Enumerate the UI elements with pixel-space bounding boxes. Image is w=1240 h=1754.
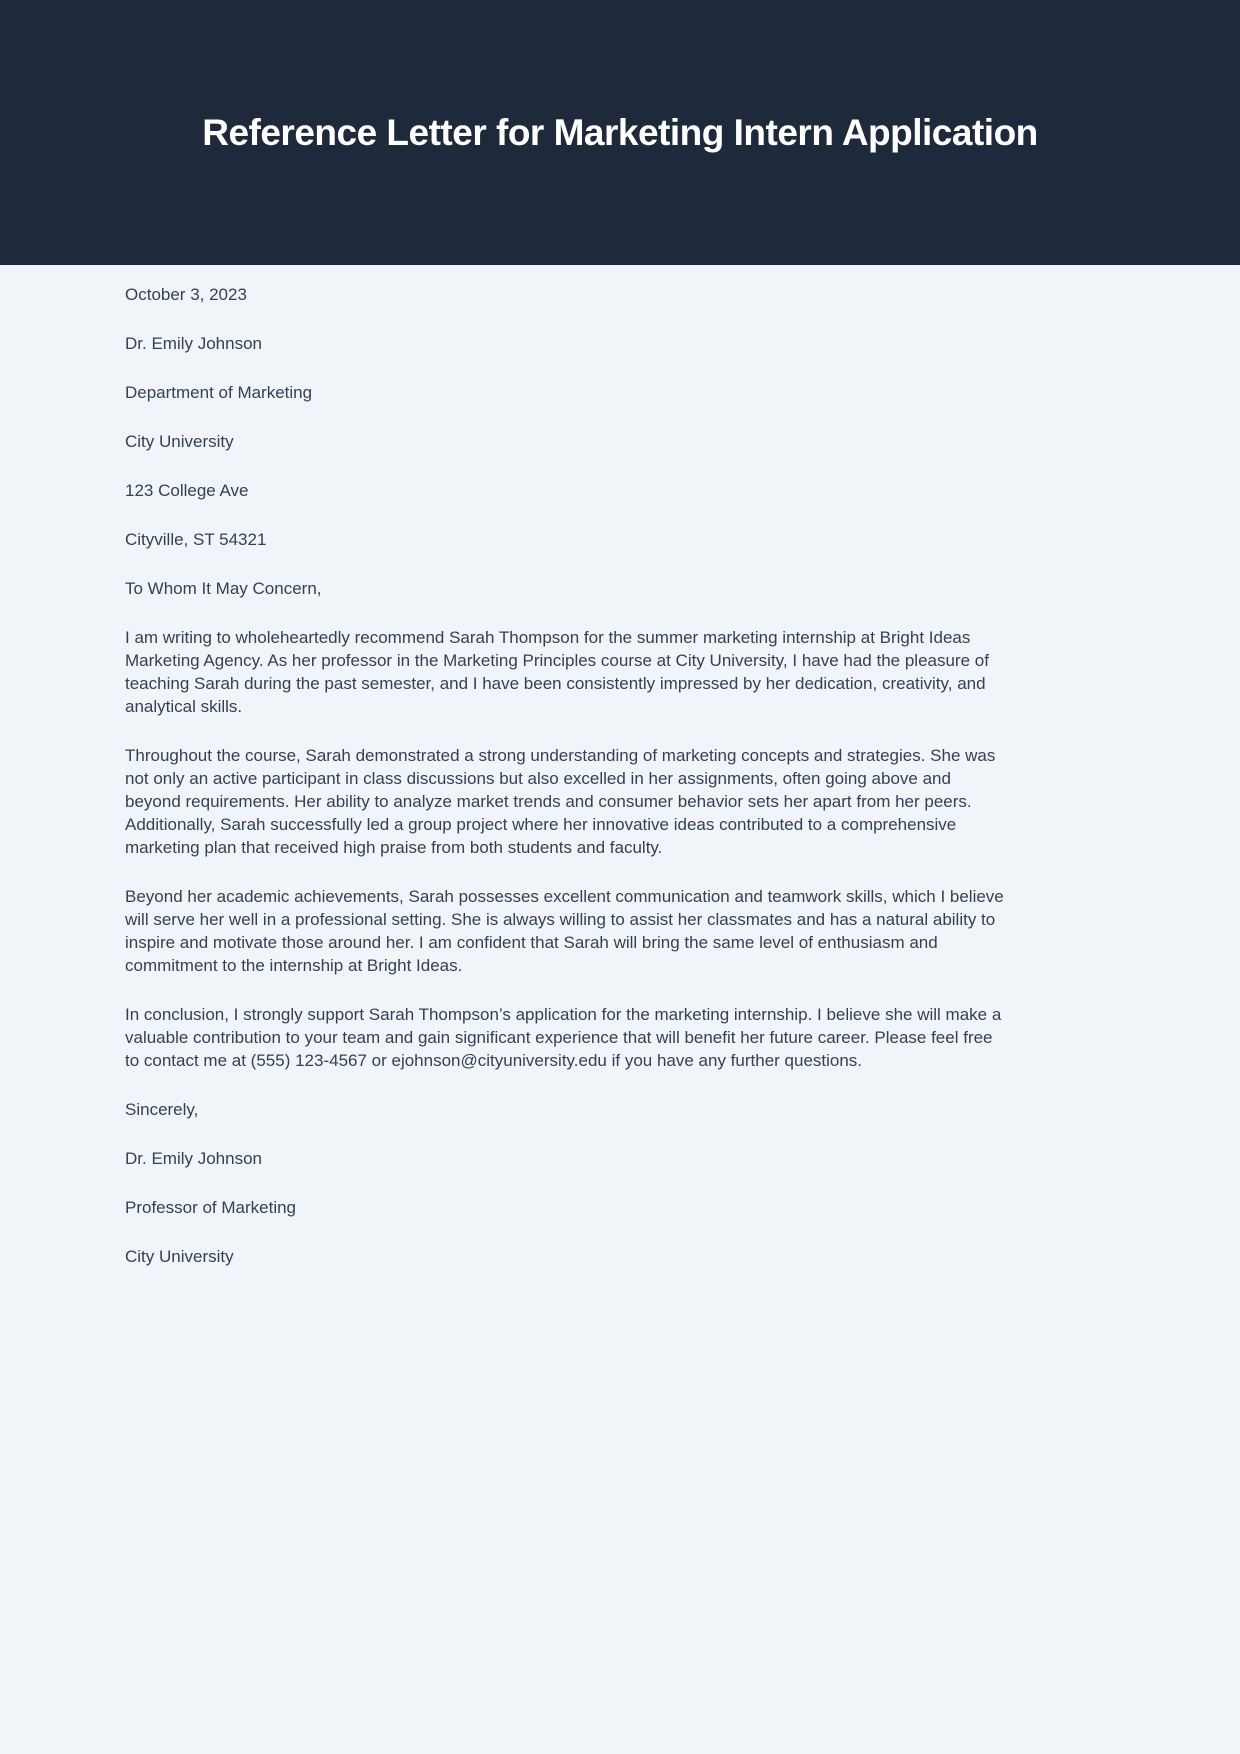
letter-paragraph-skills: Beyond her academic achievements, Sarah possesses excellent communication and teamwork skills, which I believe will serve her well in a professional setting. She is always willing to assist her classmates and has a natural ability to inspire and motivate those around her. I am confident that Sarah will bring the same level of enthusiasm and commitment to the internship at Bright Ideas. [125,887,1004,975]
sender-department: Department of Marketing [125,383,313,402]
letter-paragraph-coursework: Throughout the course, Sarah demonstrated a strong understanding of marketing concepts and strategies. She was not only an active participant in class discussions but also excelled in her assignments, often going above and beyond requirements. Her ability to analyze market trends and consumer behavior sets her apart from her peers. Additionally, Sarah successfully led a group project where her innovative ideas contributed to a comprehensive marketing plan that received high praise from both students and faculty. [125,746,996,857]
salutation: To Whom It May Concern, [125,579,322,598]
letter-paragraph-intro: I am writing to wholeheartedly recommend Sarah Thompson for the summer marketing internship at Bright Ideas Marketing Agency. As her professor in the Marketing Principles course at City University, I have had the pleasure of teaching Sarah during the past semester, and I have been consistently impressed by her dedication, creativity, and analytical skills. [125,628,989,716]
letter-body [0,265,1005,1268]
closing: Sincerely, [125,1100,199,1119]
sender-organization: City University [125,432,234,451]
letter-date: October 3, 2023 [125,285,247,304]
page-title: Reference Letter for Marketing Intern Application [202,111,1038,153]
sender-street: 123 College Ave [125,481,249,500]
signature-title: Professor of Marketing [125,1198,297,1217]
signature-organization: City University [125,1247,234,1266]
letter-paragraph-conclusion: In conclusion, I strongly support Sarah Thompson’s application for the marketing internship. I believe she will make a valuable contribution to your team and gain significant experience that will benefit her future career. Please feel free to contact me at (555) 123-4567 or ejohnson@cityuniversity.edu if you have any further questions. [125,1005,1002,1070]
letter-header [0,0,1240,265]
signature-name: Dr. Emily Johnson [125,1149,262,1168]
sender-city: Cityville, ST 54321 [125,530,267,549]
sender-name: Dr. Emily Johnson [125,334,262,353]
